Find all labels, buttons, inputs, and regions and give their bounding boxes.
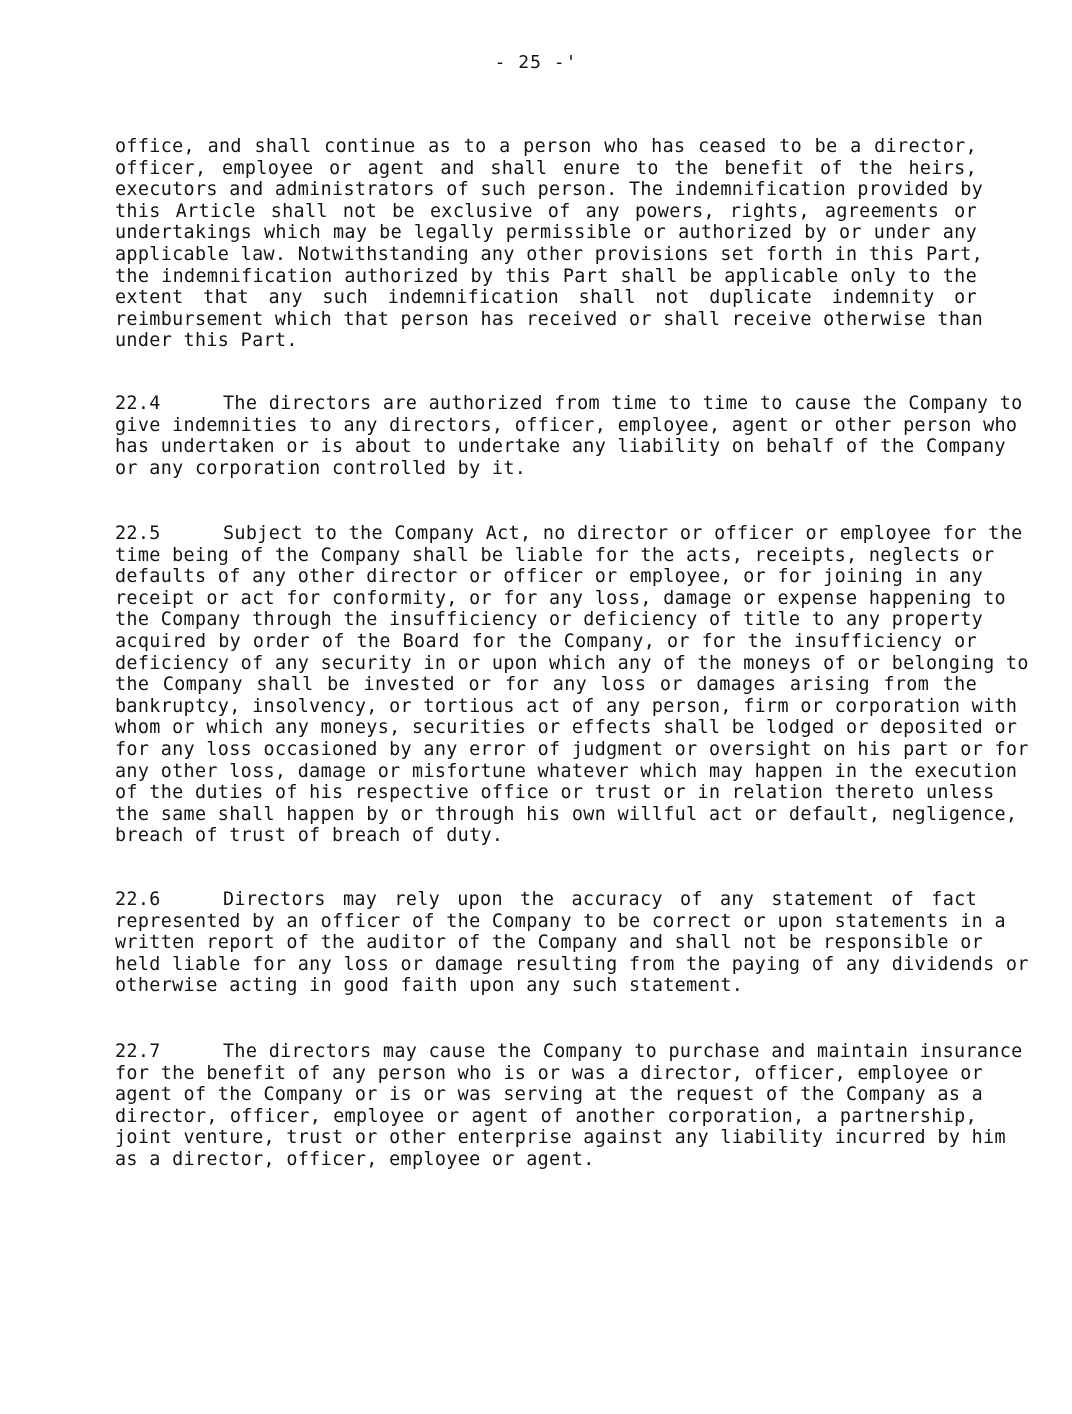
text-line: receipt or act for conformity, or for any loss, damage or expense happening to — [115, 587, 1006, 609]
text-line: undertakings which may be legally permissible or authorized by or under any — [115, 222, 977, 244]
text-line: the Company through the insufficiency or deficiency of title to any property — [115, 609, 984, 631]
text-line: held liable for any loss or damage resulting from the paying of any dividends or — [115, 953, 1029, 975]
section-number: 22.5 — [115, 523, 161, 544]
text-line: any other loss, damage or misfortune whatever which may happen in the execution — [115, 760, 1018, 782]
first-line-text: The directors may cause the Company to purchase and maintain insurance — [223, 1041, 1023, 1062]
section-number: 22.6 — [115, 889, 161, 910]
paragraph-continuation — [115, 136, 984, 352]
text-line: for any loss occasioned by any error of judgment or oversight on his part or for — [115, 738, 1029, 760]
first-line — [115, 1041, 1023, 1063]
text-line: represented by an officer of the Company to be correct or upon statements in a — [115, 910, 1006, 932]
text-line: breach of trust of breach of duty. — [115, 825, 504, 847]
text-line: applicable law. Notwithstanding any other provisions set forth in this Part, — [115, 243, 984, 265]
first-line — [115, 889, 977, 911]
text-line: office, and shall continue as to a person who has ceased to be a director, — [115, 136, 977, 157]
text-line: as a director, officer, employee or agent. — [115, 1148, 595, 1170]
text-line: whom or which any moneys, securities or effects shall be lodged or deposited or — [115, 717, 1018, 739]
paragraph-22-7 — [115, 1041, 1023, 1171]
text-line: deficiency of any security in or upon which any of the moneys of or belonging to — [115, 652, 1029, 674]
text-line: or any corporation controlled by it. — [115, 457, 527, 479]
text-line: executors and administrators of such person. The indemnification provided by — [115, 179, 984, 201]
text-line: agent of the Company or is or was serving at the request of the Company as a — [115, 1084, 984, 1106]
text-line: director, officer, employee or agent of another corporation, a partnership, — [115, 1105, 977, 1127]
text-line: acquired by order of the Board for the Company, or for the insufficiency or — [115, 630, 977, 652]
text-line: officer, employee or agent and shall enure to the benefit of the heirs, — [115, 157, 977, 179]
section-number: 22.7 — [115, 1041, 161, 1062]
text-line: this Article shall not be exclusive of any powers, rights, agreements or — [115, 200, 977, 222]
text-line: written report of the auditor of the Company and shall not be responsible or — [115, 932, 984, 954]
text-line: under this Part. — [115, 330, 298, 352]
paragraph-22-5 — [115, 523, 1029, 847]
text-line: reimbursement which that person has received or shall receive otherwise than — [115, 308, 984, 330]
first-line — [115, 523, 1023, 545]
first-line — [115, 393, 1023, 415]
text-line: of the duties of his respective office or trust or in relation thereto unless — [115, 782, 995, 804]
text-line: bankruptcy, insolvency, or tortious act of any person, firm or corporation with — [115, 695, 1018, 717]
text-line: the Company shall be invested or for any loss or damages arising from the — [115, 674, 977, 696]
first-line-text: The directors are authorized from time to time to cause the Company to — [223, 393, 1023, 414]
text-line: the indemnification authorized by this Part shall be applicable only to the — [115, 265, 977, 287]
first-line-text: Subject to the Company Act, no director or officer or employee for the — [223, 523, 1023, 544]
text-line: for the benefit of any person who is or was a director, officer, employee or — [115, 1062, 984, 1084]
text-line: the same shall happen by or through his own willful act or default, negligence, — [115, 803, 1018, 825]
page-number: - 25 -' — [494, 52, 578, 73]
first-line-text: Directors may rely upon the accuracy of any statement of fact — [223, 889, 977, 910]
text-line: time being of the Company shall be liable for the acts, receipts, neglects or — [115, 544, 995, 566]
section-number: 22.4 — [115, 393, 161, 414]
text-line: joint venture, trust or other enterprise against any liability incurred by him — [115, 1127, 1006, 1149]
text-line: otherwise acting in good faith upon any such statement. — [115, 975, 744, 997]
text-line: extent that any such indemnification shall not duplicate indemnity or — [115, 287, 977, 309]
text-line: has undertaken or is about to undertake any liability on behalf of the Company — [115, 436, 1006, 458]
text-line: give indemnities to any directors, officer, employee, agent or other person who — [115, 414, 1018, 436]
paragraph-22-4 — [115, 393, 1023, 479]
text-line: defaults of any other director or officer or employee, or for joining in any — [115, 566, 984, 588]
paragraph-22-6 — [115, 889, 1029, 997]
